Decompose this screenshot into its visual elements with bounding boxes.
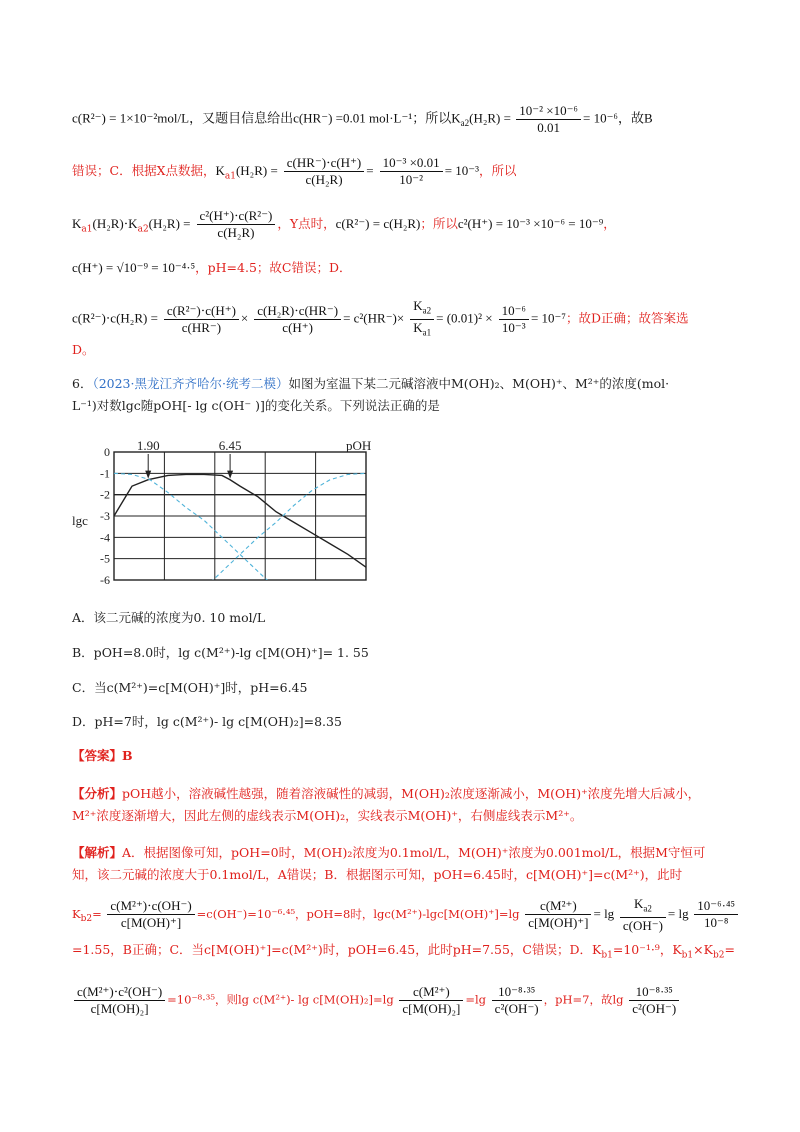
sub-b1: b1 (601, 950, 613, 961)
expr: (H₂R) = (148, 216, 191, 231)
text: ，所以 (479, 163, 517, 178)
frac-num: c²(H⁺)⋅c(R²⁻) (197, 208, 276, 225)
text: ；所以 (420, 216, 458, 231)
sub-a2: a2 (643, 903, 652, 914)
concentration-chart (72, 440, 382, 588)
answer-tag: 【答案】 (72, 748, 123, 763)
frac-den: 10⁻⁸ (703, 915, 729, 931)
text: ，Y点时， (277, 216, 336, 231)
sub-a2: a2 (422, 305, 432, 316)
sub-a1: a1 (81, 224, 93, 235)
expr: K (413, 298, 423, 313)
y-tick-label: -2 (100, 487, 110, 502)
expr: K (413, 319, 423, 335)
annotation-label: 1.90 (136, 440, 160, 453)
fraction (399, 984, 463, 1017)
expr: (H₂R)⋅K (92, 216, 138, 231)
option-a: A．该二元碱的浓度为0. 10 mol/L (72, 610, 266, 625)
analysis-line-1 (72, 784, 700, 804)
frac-den: 10⁻³ (501, 319, 526, 335)
option-d: D．pH=7时，lg c(M²⁺)- lg c[M(OH)₂]=8.35 (72, 714, 342, 729)
fraction (284, 155, 364, 188)
sub-b1: b1 (681, 950, 694, 961)
question-6-stem-2: L⁻¹)对数lgc随pOH[- lg c(OH⁻ )]的变化关系。下列说法正确的是 (72, 398, 440, 413)
frac-num: c(M²⁺)⋅c(OH⁻) (107, 898, 194, 915)
analysis-text: pOH越小，溶液碱性越强，随着溶液碱性的减弱，M(OH)₂浓度逐渐减小，M(OH)⁺浓度先增大后减小， (122, 786, 701, 801)
frac-den: c[M(OH)₂] (90, 1001, 149, 1016)
frac-num: c(M²⁺) (399, 984, 463, 1001)
fraction (164, 303, 239, 336)
sub-b2: b2 (80, 914, 93, 925)
expr: K (633, 896, 644, 911)
text: ，又题目信息给出c(HR⁻) =0.01 mol·L⁻¹；所以K (189, 110, 461, 126)
text: ，故B (617, 110, 653, 126)
y-tick-label: 0 (104, 445, 110, 459)
expr: (H₂R) = (469, 110, 511, 126)
frac-den: c(H₂R) (217, 225, 255, 240)
text: =10⁻⁸·³⁵，则lg c(M²⁺)- lg c[M(OH)₂]=lg (167, 992, 394, 1007)
sub-a1: a1 (224, 171, 236, 182)
x-axis-label: pOH (346, 440, 372, 453)
frac-num: c(M²⁺)⋅c²(OH⁻) (74, 984, 165, 1001)
frac-den: c(H₂R) (305, 172, 343, 187)
annotation-arrow-head (227, 471, 233, 479)
expr: c(R²⁻) = c(H₂R) (335, 216, 421, 231)
y-tick-label: -5 (100, 551, 110, 566)
question-6-stem-1 (72, 374, 669, 394)
expr: = (366, 163, 374, 178)
frac-num (410, 298, 434, 320)
answer (72, 746, 133, 766)
fraction (620, 896, 666, 934)
fraction (254, 303, 341, 336)
expr: c²(H⁺) = 10⁻³ ×10⁻⁶ = 10⁻⁹ (457, 216, 604, 231)
sub-a2: a2 (137, 224, 149, 235)
y-axis-label: lgc (72, 512, 88, 528)
sub-a1: a1 (422, 327, 432, 338)
solution6-line-5 (72, 984, 681, 1017)
text: ，pH=4.5；故C错误；D． (195, 260, 352, 275)
expr: = 10⁻⁶ (582, 110, 618, 126)
text: =lg (465, 992, 487, 1007)
y-tick-label: -3 (100, 509, 110, 523)
frac-den: c[M(OH)⁺] (528, 915, 589, 931)
frac-den: c²(OH⁻) (632, 1001, 677, 1016)
frac-num (620, 896, 666, 918)
question-source: （2023·黑龙江齐齐哈尔·统考二模） (92, 376, 289, 391)
option-b: B．pOH=8.0时，lg c(M²⁺)-lg c[M(OH)⁺]= 1. 55 (72, 645, 369, 660)
solution-line-5 (72, 298, 688, 340)
frac-num: c(M²⁺) (525, 898, 591, 915)
text: = (724, 942, 735, 957)
fraction (694, 898, 738, 931)
sub-b2: b2 (712, 950, 725, 961)
solution-text: A．根据图像可知，pOH=0时，M(OH)₂浓度为0.1mol/L，M(OH)⁺浓度为0.001mol/L，根据M守恒可 (122, 845, 706, 860)
solution-line-3 (72, 208, 616, 241)
frac-den: c²(OH⁻) (494, 1001, 539, 1016)
expr: = lg (593, 905, 615, 921)
solution-line-1 (72, 103, 653, 136)
y-tick-label: -1 (100, 466, 110, 481)
expr: = lg (667, 905, 689, 921)
expr: K (215, 163, 225, 178)
frac-den: c[M(OH)⁺] (120, 915, 182, 931)
expr: = c²(HR⁻)× (343, 310, 405, 326)
frac-num: 10⁻³ ×0.01 (380, 155, 443, 172)
expr: × (240, 310, 249, 326)
frac-den: c(HR⁻) (181, 319, 222, 335)
text: =10⁻¹·⁹，K (612, 942, 682, 957)
solution-line-4 (72, 258, 351, 278)
series-line-1 (114, 473, 366, 588)
frac-den (410, 320, 434, 341)
frac-num: c(HR⁻)⋅c(H⁺) (284, 155, 364, 172)
answer-value: B (122, 748, 133, 763)
text: =c(OH⁻)=10⁻⁶·⁴⁵，pOH=8时，lgc(M²⁺)-lgc[M(OH)⁺]=lg (196, 906, 520, 921)
question-number: 6． (72, 376, 93, 391)
text: ，pH=7，故lg (543, 992, 624, 1007)
analysis-tag: 【分析】 (72, 786, 123, 801)
fraction (107, 898, 194, 931)
fraction (197, 208, 276, 241)
expr: = 10⁻⁷ (530, 310, 566, 326)
frac-num: c(R²⁻)⋅c(H⁺) (164, 303, 239, 320)
fraction (74, 984, 165, 1017)
frac-num: 10⁻⁶ (499, 303, 529, 320)
fraction (380, 155, 443, 188)
solution6-line-1 (72, 843, 705, 863)
solution6-line-2: 知，该二元碱的浓度大于0.1mol/L，A错误；B．根据图示可知，pOH=6.45时，c[M(OH)⁺]=c(M²⁺)，此时 (72, 867, 683, 882)
expr: K (72, 216, 82, 231)
text: K (72, 906, 81, 921)
fraction (629, 984, 679, 1017)
analysis-line-2: M²⁺浓度逐渐增大，因此左侧的虚线表示M(OH)₂，实线表示M(OH)⁺，右侧虚线表示M²⁺。 (72, 808, 583, 823)
expr: c(H⁺) = √10⁻⁹ = 10⁻⁴·⁵ (72, 260, 196, 275)
solution-line-6: D。 (72, 342, 95, 357)
solution6-line-4 (72, 940, 735, 966)
text: ；故D正确；故答案选 (565, 310, 689, 326)
frac-den: c(OH⁻) (622, 917, 663, 933)
annotation-label: 6.45 (218, 440, 242, 453)
sub-a2: a2 (460, 118, 470, 129)
expr-cR2: c(R²⁻) = 1×10⁻²mol/L (72, 110, 190, 126)
expr: = (0.01)² × (436, 310, 493, 326)
expr: c(R²⁻)⋅c(H₂R) = (72, 310, 158, 326)
solution-tag: 【解析】 (72, 845, 123, 860)
frac-den: 0.01 (537, 120, 560, 135)
frac-den: 10⁻² (399, 172, 424, 187)
expr: (H₂R) = (235, 163, 278, 178)
question-stem: 如图为室温下某二元碱溶液中M(OH)₂、M(OH)⁺、M²⁺的浓度(mol· (288, 376, 670, 391)
frac-num: 10⁻⁸·³⁵ (492, 984, 542, 1001)
frac-num: 10⁻⁸·³⁵ (629, 984, 679, 1001)
frac-num: c(H₂R)⋅c(HR⁻) (254, 303, 341, 320)
fraction (516, 103, 581, 136)
text: = (92, 906, 102, 921)
text: 错误；C．根据X点数据， (72, 163, 216, 178)
text: ， (603, 216, 616, 231)
frac-den: c(H⁺) (282, 319, 313, 335)
annotation-arrow-head (145, 471, 151, 479)
fraction (410, 298, 434, 340)
y-tick-label: -6 (100, 573, 110, 587)
fraction (499, 303, 529, 336)
fraction (525, 898, 591, 931)
text: =1.55，B正确；C．当c[M(OH)⁺]=c(M²⁺)时，pOH=6.45，此时pH=7.55，C错误；D．K (72, 942, 602, 957)
series-line-2 (114, 473, 366, 588)
fraction (492, 984, 542, 1017)
frac-num: 10⁻⁶·⁴⁵ (694, 898, 738, 915)
frac-num: 10⁻² ×10⁻⁶ (516, 103, 581, 120)
series-line-0 (114, 474, 366, 567)
text: ×K (693, 942, 713, 957)
frac-den: c[M(OH)₂] (402, 1001, 461, 1016)
solution-line-2 (72, 155, 517, 188)
expr: = 10⁻³ (444, 163, 480, 178)
option-c: C．当c(M²⁺)=c[M(OH)⁺]时，pH=6.45 (72, 680, 308, 695)
solution6-line-3 (72, 896, 740, 934)
y-tick-label: -4 (100, 530, 110, 545)
